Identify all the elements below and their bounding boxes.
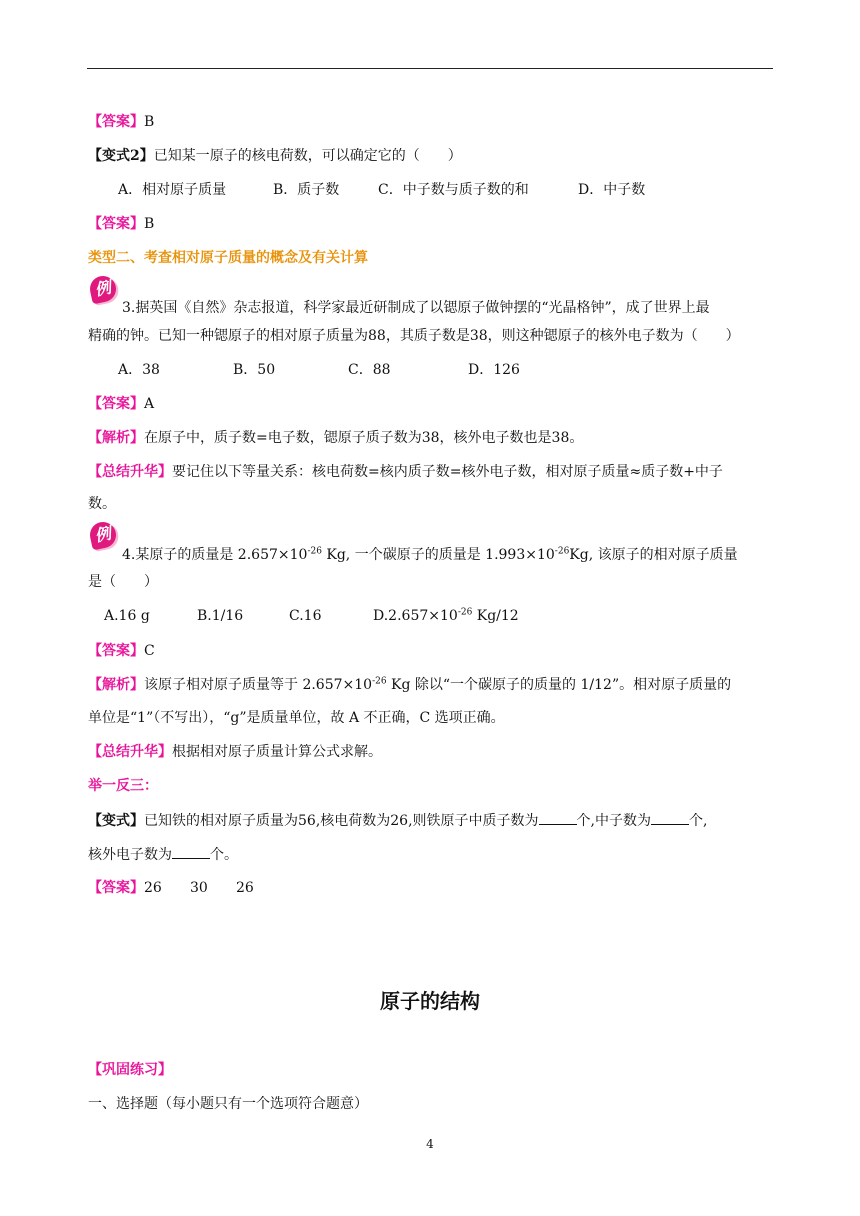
option-c: C．中子数与质子数的和: [378, 182, 529, 198]
answer-tag: 【答案】: [88, 216, 144, 232]
explanation-tag: 【解析】: [88, 430, 144, 446]
variant-question-line2: 核外电子数为 个。: [88, 844, 238, 865]
fill-blank[interactable]: [651, 810, 689, 825]
summary-text: 根据相对原子质量计算公式求解。: [172, 744, 382, 760]
option-b: B．50: [233, 362, 276, 378]
question-3-line1: 3.据英国《自然》杂志报道，科学家最近研制成了以锶原子做钟摆的“光晶格钟”，成了世界上最: [122, 300, 710, 316]
example-icon: 例: [88, 274, 119, 305]
summary-line: [88, 462, 723, 482]
option-b: B．质子数: [273, 182, 340, 198]
answer-value-2: 30: [190, 880, 208, 896]
answer-value: B: [144, 114, 155, 130]
answer-tag: 【答案】: [88, 114, 144, 130]
header-rule: [87, 68, 773, 69]
option-d: D．126: [468, 362, 520, 378]
answer-value-3: 26: [236, 880, 254, 896]
section-heading: 类型二、考查相对原子质量的概念及有关计算: [88, 250, 368, 266]
summary-line: [88, 742, 382, 762]
option-d: D．中子数: [578, 182, 646, 198]
answer-tag: 【答案】: [88, 396, 144, 412]
answer-line: [88, 878, 254, 898]
variant-question: 【变式】已知铁的相对原子质量为56,核电荷数为26,则铁原子中质子数为 个,中子数为 个,: [88, 810, 707, 831]
question-4-line2: 是（ ）: [88, 574, 158, 590]
answer-value: B: [144, 216, 155, 232]
explanation-tag: 【解析】: [88, 677, 144, 693]
answer-value: C: [144, 643, 155, 659]
answer-line: [88, 394, 154, 414]
answer-value-1: 26: [144, 880, 162, 896]
fill-blank[interactable]: [172, 844, 210, 859]
section-title: 原子的结构: [380, 989, 480, 1013]
answer-tag: 【答案】: [88, 880, 144, 896]
part-heading: 一、选择题（每小题只有一个选项符合题意）: [88, 1096, 368, 1112]
explanation-line: 【解析】该原子相对原子质量等于 $2.657\times 10^{-26}$ Kg 除以“一个碳原子的质量的 1/12”。相对原子质量的: [88, 676, 732, 693]
page-number: 4: [426, 1137, 434, 1151]
summary-tag: 【总结升华】: [88, 464, 172, 480]
answer-line: [88, 214, 154, 234]
variant-tag: 【变式】: [88, 813, 144, 829]
option-c: C.16: [289, 608, 322, 624]
summary-line2: 数。: [88, 496, 116, 512]
explanation-text: 在原子中，质子数=电子数，锶原子质子数为38，核外电子数也是38。: [144, 430, 584, 446]
option-d: $D.2.657\times 10^{-26}$ Kg/12: [373, 607, 519, 624]
option-a: A．相对原子质量: [118, 182, 227, 198]
option-a: A.16 g: [104, 608, 150, 624]
question-3-options: [118, 360, 520, 380]
answer-value: A: [144, 396, 155, 412]
option-b: B.1/16: [197, 608, 244, 624]
summary-tag: 【总结升华】: [88, 744, 172, 760]
answer-line: [88, 112, 154, 132]
explanation-line: [88, 428, 583, 448]
variant2-question: [88, 146, 462, 166]
option-a: A．38: [118, 362, 160, 378]
option-c: C．88: [348, 362, 391, 378]
variant2-text: 已知某一原子的核电荷数，可以确定它的（ ）: [153, 148, 462, 164]
question-4-line1: 4.某原子的质量是 $2.657\times 10^{-26}$ Kg, 一个碳原子的质量是 $1.993\times 10^{-26}Kg$, 该原子的相对原子质量: [122, 546, 738, 563]
fill-blank[interactable]: [539, 810, 577, 825]
consolidate-heading: 【巩固练习】: [88, 1062, 172, 1078]
answer-line: [88, 641, 155, 661]
variant2-tag: 【变式2】: [88, 148, 154, 164]
example-icon: 例: [88, 520, 119, 551]
question-3-line2: 精确的钟。已知一种锶原子的相对原子质量为88，其质子数是38，则这种锶原子的核外电子数为（ ）: [88, 328, 740, 344]
answer-tag: 【答案】: [88, 643, 144, 659]
summary-text: 要记住以下等量关系：核电荷数=核内质子数=核外电子数，相对原子质量≈质子数+中子: [172, 464, 723, 480]
question-4-options: [104, 606, 519, 626]
explanation-line2: 单位是“1”（不写出），“g”是质量单位，故 A 不正确，C 选项正确。: [88, 710, 505, 726]
practice-heading: 举一反三：: [88, 778, 158, 794]
variant2-options: [118, 180, 645, 200]
